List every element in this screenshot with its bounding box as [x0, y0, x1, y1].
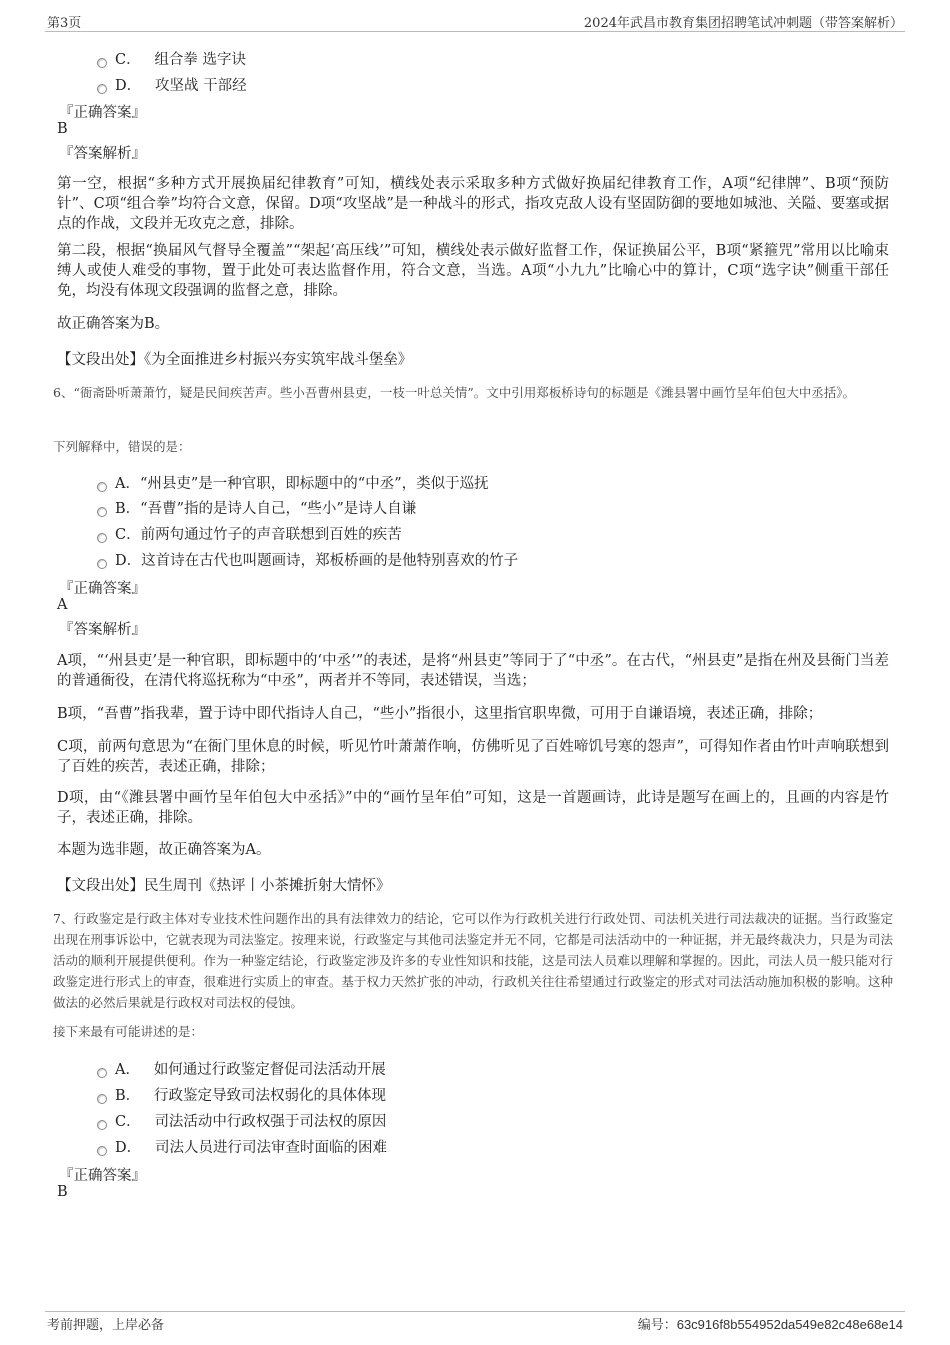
radio-icon[interactable]	[97, 58, 107, 68]
q5-conclusion: 故正确答案为B。	[57, 316, 170, 332]
q7-answer: B	[57, 1184, 68, 1200]
radio-icon[interactable]	[97, 507, 107, 517]
q6-option-c[interactable]: C．前两句通过竹子的声音联想到百姓的疾苦	[97, 523, 402, 544]
q6-option-d[interactable]: D．这首诗在古代也叫题画诗，郑板桥画的是他特别喜欢的竹子	[97, 549, 518, 570]
radio-icon[interactable]	[97, 1146, 107, 1156]
radio-icon[interactable]	[97, 1068, 107, 1078]
q7-option-a[interactable]: A． 如何通过行政鉴定督促司法活动开展	[97, 1058, 386, 1079]
q6-option-a[interactable]: A．“州县吏”是一种官职，即标题中的“中丞”，类似于巡抚	[97, 472, 489, 493]
q7-prompt: 接下来最有可能讲述的是：	[53, 1024, 204, 1039]
radio-icon[interactable]	[97, 533, 107, 543]
q6-source: 【文段出处】民生周刊《热评丨小茶摊折射大情怀》	[57, 878, 391, 894]
radio-icon[interactable]	[97, 1094, 107, 1104]
q6-analysis-a: A项，“‘州县吏’是一种官职，即标题中的‘中丞’”的表述，是将“州县吏”等同于了“中丞”。在古代，“州县吏”是指在州及县衙门当差的普通衙役，在清代将巡抚称为“中丞”，两者并不等同，表述错误，当选；	[57, 653, 889, 689]
q6-option-b[interactable]: B．“吾曹”指的是诗人自己，“些小”是诗人自谦	[97, 497, 416, 518]
footer-slogan: 考前押题，上岸必备	[47, 1318, 165, 1333]
q7-answer-label: 『正确答案』	[59, 1168, 146, 1184]
q7-option-c[interactable]: C． 司法活动中行政权强于司法权的原因	[97, 1110, 386, 1131]
radio-icon[interactable]	[97, 84, 107, 94]
page-number: 第3页	[47, 16, 82, 31]
q6-analysis-label: 『答案解析』	[59, 622, 146, 638]
q5-answer: B	[57, 121, 68, 137]
document-title: 2024年武昌市教育集团招聘笔试冲刺题（带答案解析）	[583, 16, 903, 31]
radio-icon[interactable]	[97, 482, 107, 492]
q6-stem: 6、“衙斋卧听萧萧竹，疑是民间疾苦声。些小吾曹州县吏，一枝一叶总关情”。文中引用郑板桥诗句的标题是《潍县署中画竹呈年伯包大中丞括》。	[53, 385, 855, 400]
header-divider	[45, 31, 905, 32]
q5-option-d[interactable]: D． 攻坚战 干部经	[97, 74, 247, 95]
q5-answer-label: 『正确答案』	[59, 105, 146, 121]
footer-divider	[45, 1311, 905, 1312]
q5-analysis-para-2: 第二段，根据“换届风气督导全覆盖”“架起‘高压线’”可知，横线处表示做好监督工作，保证换届公平，B项“紧箍咒”常用以比喻束缚人或使人难受的事物，置于此处可表达监督作用，符合文意，当选。A项“小九九”比喻心中的算计，C项“选字诀”侧重干部任免，均没有体现文段强调的监督之意，排除。	[57, 243, 889, 299]
q5-source: 【文段出处】《为全面推进乡村振兴夯实筑牢战斗堡垒》	[57, 352, 413, 368]
radio-icon[interactable]	[97, 559, 107, 569]
q5-analysis-para-1: 第一空，根据“多种方式开展换届纪律教育”可知，横线处表示采取多种方式做好换届纪律教育工作，A项“纪律牌”、B项“预防针”、C项“组合拳”均符合文意，保留。D项“攻坚战”是一种战斗的形式，指攻克敌人设有坚固防御的要地如城池、关隘、要塞或据点的作战，文段并无攻克之意，排除。	[57, 176, 889, 232]
q7-stem: 7、行政鉴定是行政主体对专业技术性问题作出的具有法律效力的结论，它可以作为行政机关进行行政处罚、司法机关进行司法裁决的证据。当行政鉴定出现在刑事诉讼中，它就表现为司法鉴定。按理来说，行政鉴定与其他司法鉴定并无不同，它都是司法活动中的一种证据，并无最终裁决力，只是为司法活动的顺利开展提供便利。作为一种鉴定结论，行政鉴定涉及许多的专业性知识和技能，这是司法人员难以理解和掌握的。因此，司法人员一般只能对行政鉴定进行形式上的审查，很难进行实质上的审查。基于权力天然扩张的冲动，行政机关往往希望通过行政鉴定的形式对司法活动施加积极的影响。这种做法的必然后果就是行政权对司法权的侵蚀。	[53, 911, 893, 1010]
q6-analysis-d: D项，由“《潍县署中画竹呈年伯包大中丞括》”中的“画竹呈年伯”可知，这是一首题画诗，此诗是题写在画上的，且画的内容是竹子，表述正确，排除。	[57, 790, 889, 826]
q5-analysis-label: 『答案解析』	[59, 146, 146, 162]
q7-option-b[interactable]: B． 行政鉴定导致司法权弱化的具体体现	[97, 1084, 386, 1105]
q6-analysis-b: B项，“吾曹”指我辈，置于诗中即代指诗人自己，“些小”指很小，这里指官职卑微，可用于自谦语境，表述正确，排除；	[57, 706, 823, 722]
q6-answer: A	[57, 597, 68, 613]
q6-conclusion: 本题为选非题，故正确答案为A。	[57, 842, 271, 858]
q5-option-c[interactable]: C． 组合拳 选字诀	[97, 48, 246, 69]
q7-option-d[interactable]: D． 司法人员进行司法审查时面临的困难	[97, 1136, 387, 1157]
document-code: 编号：63c916f8b554952da549e82c48e68e14	[637, 1317, 903, 1333]
q6-answer-label: 『正确答案』	[59, 581, 146, 597]
radio-icon[interactable]	[97, 1120, 107, 1130]
q6-analysis-c: C项，前两句意思为“在衙门里休息的时候，听见竹叶萧萧作响，仿佛听见了百姓啼饥号寒的怨声”，可得知作者由竹叶声响联想到了百姓的疾苦，表述正确，排除；	[57, 739, 889, 775]
q6-prompt: 下列解释中，错误的是：	[53, 439, 191, 454]
